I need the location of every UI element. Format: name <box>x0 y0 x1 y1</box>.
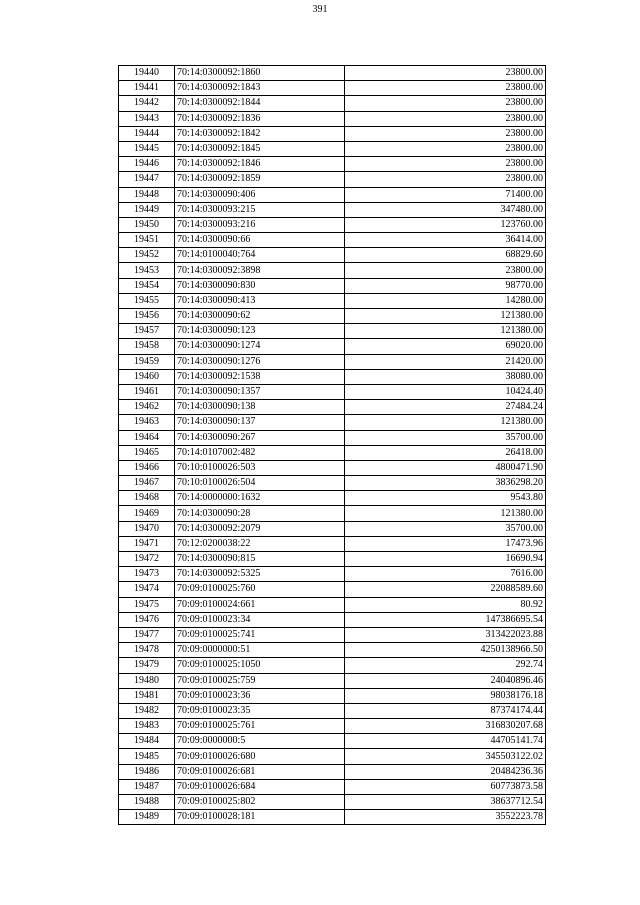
row-number-cell: 19446 <box>119 157 175 172</box>
value-cell: 121380.00 <box>345 415 546 430</box>
cadastral-number-cell: 70:14:0300090:138 <box>175 400 345 415</box>
value-cell: 23800.00 <box>345 111 546 126</box>
cadastral-number-cell: 70:14:0300090:137 <box>175 415 345 430</box>
cadastral-number-cell: 70:14:0300093:215 <box>175 202 345 217</box>
cadastral-number-cell: 70:14:0300090:1276 <box>175 354 345 369</box>
row-number-cell: 19456 <box>119 309 175 324</box>
row-number-cell: 19448 <box>119 187 175 202</box>
value-cell: 68829.60 <box>345 248 546 263</box>
value-cell: 80.92 <box>345 597 546 612</box>
table-row <box>119 369 546 384</box>
row-number-cell: 19450 <box>119 217 175 232</box>
value-cell: 98038176.18 <box>345 688 546 703</box>
row-number-cell: 19445 <box>119 141 175 156</box>
row-number-cell: 19480 <box>119 673 175 688</box>
value-cell: 23800.00 <box>345 172 546 187</box>
value-cell: 4250138966.50 <box>345 643 546 658</box>
row-number-cell: 19489 <box>119 810 175 825</box>
value-cell: 121380.00 <box>345 506 546 521</box>
row-number-cell: 19442 <box>119 96 175 111</box>
table-row <box>119 582 546 597</box>
value-cell: 23800.00 <box>345 141 546 156</box>
cadastral-number-cell: 70:14:0300093:216 <box>175 217 345 232</box>
row-number-cell: 19458 <box>119 339 175 354</box>
table-row <box>119 445 546 460</box>
table-row <box>119 217 546 232</box>
cadastral-number-cell: 70:09:0100028:181 <box>175 810 345 825</box>
cadastral-number-cell: 70:14:0300092:1842 <box>175 126 345 141</box>
value-cell: 10424.40 <box>345 384 546 399</box>
cadastral-number-cell: 70:12:0200038:22 <box>175 536 345 551</box>
value-cell: 87374174.44 <box>345 703 546 718</box>
table-row <box>119 688 546 703</box>
table-body <box>119 66 546 825</box>
row-number-cell: 19444 <box>119 126 175 141</box>
table-row <box>119 764 546 779</box>
row-number-cell: 19464 <box>119 430 175 445</box>
table-row <box>119 476 546 491</box>
table-row <box>119 460 546 475</box>
value-cell: 17473.96 <box>345 536 546 551</box>
row-number-cell: 19485 <box>119 749 175 764</box>
cadastral-number-cell: 70:14:0300090:267 <box>175 430 345 445</box>
cadastral-number-cell: 70:14:0300090:28 <box>175 506 345 521</box>
value-cell: 22088589.60 <box>345 582 546 597</box>
cadastral-value-table <box>118 65 546 825</box>
row-number-cell: 19470 <box>119 521 175 536</box>
cadastral-number-cell: 70:09:0100023:36 <box>175 688 345 703</box>
table-row <box>119 536 546 551</box>
cadastral-number-cell: 70:14:0100040:764 <box>175 248 345 263</box>
value-cell: 123760.00 <box>345 217 546 232</box>
table-row <box>119 187 546 202</box>
table-row <box>119 263 546 278</box>
table-row <box>119 400 546 415</box>
value-cell: 292.74 <box>345 658 546 673</box>
table-row <box>119 202 546 217</box>
table-row <box>119 491 546 506</box>
table-row <box>119 612 546 627</box>
table-row <box>119 779 546 794</box>
cadastral-number-cell: 70:09:0100026:681 <box>175 764 345 779</box>
table-row <box>119 521 546 536</box>
row-number-cell: 19459 <box>119 354 175 369</box>
row-number-cell: 19454 <box>119 278 175 293</box>
value-cell: 121380.00 <box>345 324 546 339</box>
value-cell: 147386695.54 <box>345 612 546 627</box>
row-number-cell: 19473 <box>119 567 175 582</box>
value-cell: 23800.00 <box>345 126 546 141</box>
cadastral-number-cell: 70:14:0300092:1836 <box>175 111 345 126</box>
cadastral-number-cell: 70:14:0300092:1859 <box>175 172 345 187</box>
value-cell: 98770.00 <box>345 278 546 293</box>
cadastral-number-cell: 70:09:0000000:5 <box>175 734 345 749</box>
cadastral-number-cell: 70:14:0300090:1274 <box>175 339 345 354</box>
table-row <box>119 597 546 612</box>
row-number-cell: 19478 <box>119 643 175 658</box>
cadastral-number-cell: 70:14:0300090:62 <box>175 309 345 324</box>
cadastral-number-cell: 70:14:0300092:1846 <box>175 157 345 172</box>
table-row <box>119 810 546 825</box>
cadastral-number-cell: 70:09:0100025:741 <box>175 627 345 642</box>
row-number-cell: 19471 <box>119 536 175 551</box>
row-number-cell: 19457 <box>119 324 175 339</box>
value-cell: 23800.00 <box>345 157 546 172</box>
table-row <box>119 749 546 764</box>
table-row <box>119 415 546 430</box>
value-cell: 9543.80 <box>345 491 546 506</box>
table-row <box>119 734 546 749</box>
row-number-cell: 19484 <box>119 734 175 749</box>
cadastral-number-cell: 70:14:0300092:1538 <box>175 369 345 384</box>
row-number-cell: 19453 <box>119 263 175 278</box>
row-number-cell: 19476 <box>119 612 175 627</box>
cadastral-number-cell: 70:14:0300092:1843 <box>175 81 345 96</box>
table-row <box>119 673 546 688</box>
value-cell: 345503122.02 <box>345 749 546 764</box>
row-number-cell: 19465 <box>119 445 175 460</box>
row-number-cell: 19477 <box>119 627 175 642</box>
cadastral-number-cell: 70:09:0100025:1050 <box>175 658 345 673</box>
row-number-cell: 19479 <box>119 658 175 673</box>
cadastral-number-cell: 70:09:0100023:35 <box>175 703 345 718</box>
value-cell: 26418.00 <box>345 445 546 460</box>
cadastral-number-cell: 70:09:0100025:759 <box>175 673 345 688</box>
table-row <box>119 278 546 293</box>
table-row <box>119 719 546 734</box>
row-number-cell: 19472 <box>119 552 175 567</box>
row-number-cell: 19463 <box>119 415 175 430</box>
row-number-cell: 19483 <box>119 719 175 734</box>
table-row <box>119 703 546 718</box>
row-number-cell: 19461 <box>119 384 175 399</box>
value-cell: 23800.00 <box>345 66 546 81</box>
row-number-cell: 19455 <box>119 293 175 308</box>
value-cell: 71400.00 <box>345 187 546 202</box>
table-row <box>119 658 546 673</box>
cadastral-number-cell: 70:09:0000000:51 <box>175 643 345 658</box>
cadastral-number-cell: 70:09:0100026:680 <box>175 749 345 764</box>
table-row <box>119 552 546 567</box>
value-cell: 3552223.78 <box>345 810 546 825</box>
value-cell: 3836298.20 <box>345 476 546 491</box>
table-row <box>119 111 546 126</box>
table-row <box>119 430 546 445</box>
row-number-cell: 19469 <box>119 506 175 521</box>
table-row <box>119 627 546 642</box>
value-cell: 316830207.68 <box>345 719 546 734</box>
table-row <box>119 233 546 248</box>
value-cell: 36414.00 <box>345 233 546 248</box>
value-cell: 23800.00 <box>345 263 546 278</box>
row-number-cell: 19443 <box>119 111 175 126</box>
cadastral-number-cell: 70:14:0300090:1357 <box>175 384 345 399</box>
cadastral-number-cell: 70:14:0000000:1632 <box>175 491 345 506</box>
value-cell: 347480.00 <box>345 202 546 217</box>
row-number-cell: 19440 <box>119 66 175 81</box>
table-row <box>119 384 546 399</box>
row-number-cell: 19460 <box>119 369 175 384</box>
table-row <box>119 293 546 308</box>
cadastral-number-cell: 70:09:0100024:661 <box>175 597 345 612</box>
table-row <box>119 324 546 339</box>
value-cell: 69020.00 <box>345 339 546 354</box>
row-number-cell: 19488 <box>119 795 175 810</box>
table-row <box>119 66 546 81</box>
cadastral-number-cell: 70:14:0300090:406 <box>175 187 345 202</box>
row-number-cell: 19486 <box>119 764 175 779</box>
cadastral-number-cell: 70:14:0300092:1845 <box>175 141 345 156</box>
value-cell: 20484236.36 <box>345 764 546 779</box>
cadastral-number-cell: 70:09:0100025:761 <box>175 719 345 734</box>
row-number-cell: 19487 <box>119 779 175 794</box>
table-row <box>119 81 546 96</box>
table-row <box>119 172 546 187</box>
cadastral-number-cell: 70:14:0300090:66 <box>175 233 345 248</box>
table-row <box>119 96 546 111</box>
table-row <box>119 126 546 141</box>
value-cell: 14280.00 <box>345 293 546 308</box>
cadastral-number-cell: 70:10:0100026:504 <box>175 476 345 491</box>
value-cell: 24040896.46 <box>345 673 546 688</box>
row-number-cell: 19481 <box>119 688 175 703</box>
value-cell: 313422023.88 <box>345 627 546 642</box>
cadastral-number-cell: 70:14:0107002:482 <box>175 445 345 460</box>
cadastral-number-cell: 70:10:0100026:503 <box>175 460 345 475</box>
value-cell: 23800.00 <box>345 96 546 111</box>
table-row <box>119 141 546 156</box>
value-cell: 38637712.54 <box>345 795 546 810</box>
cadastral-number-cell: 70:09:0100026:684 <box>175 779 345 794</box>
table-row <box>119 248 546 263</box>
cadastral-number-cell: 70:14:0300090:123 <box>175 324 345 339</box>
cadastral-number-cell: 70:09:0100025:760 <box>175 582 345 597</box>
row-number-cell: 19462 <box>119 400 175 415</box>
row-number-cell: 19447 <box>119 172 175 187</box>
table-row <box>119 309 546 324</box>
cadastral-number-cell: 70:14:0300092:3898 <box>175 263 345 278</box>
table-row <box>119 795 546 810</box>
table-row <box>119 339 546 354</box>
row-number-cell: 19449 <box>119 202 175 217</box>
table-row <box>119 354 546 369</box>
table-row <box>119 567 546 582</box>
value-cell: 60773873.58 <box>345 779 546 794</box>
cadastral-number-cell: 70:14:0300090:413 <box>175 293 345 308</box>
table-row <box>119 506 546 521</box>
cadastral-number-cell: 70:09:0100023:34 <box>175 612 345 627</box>
row-number-cell: 19468 <box>119 491 175 506</box>
value-cell: 27484.24 <box>345 400 546 415</box>
value-cell: 4800471.90 <box>345 460 546 475</box>
row-number-cell: 19475 <box>119 597 175 612</box>
row-number-cell: 19467 <box>119 476 175 491</box>
row-number-cell: 19474 <box>119 582 175 597</box>
row-number-cell: 19482 <box>119 703 175 718</box>
cadastral-number-cell: 70:14:0300090:815 <box>175 552 345 567</box>
value-cell: 35700.00 <box>345 521 546 536</box>
value-cell: 21420.00 <box>345 354 546 369</box>
value-cell: 7616.00 <box>345 567 546 582</box>
row-number-cell: 19466 <box>119 460 175 475</box>
cadastral-number-cell: 70:14:0300092:5325 <box>175 567 345 582</box>
cadastral-number-cell: 70:14:0300092:2079 <box>175 521 345 536</box>
cadastral-number-cell: 70:14:0300092:1860 <box>175 66 345 81</box>
value-cell: 23800.00 <box>345 81 546 96</box>
page-number: 391 <box>312 4 328 15</box>
cadastral-number-cell: 70:14:0300092:1844 <box>175 96 345 111</box>
row-number-cell: 19441 <box>119 81 175 96</box>
cadastral-number-cell: 70:09:0100025:802 <box>175 795 345 810</box>
value-cell: 35700.00 <box>345 430 546 445</box>
value-cell: 16690.94 <box>345 552 546 567</box>
cadastral-number-cell: 70:14:0300090:830 <box>175 278 345 293</box>
row-number-cell: 19451 <box>119 233 175 248</box>
table-row <box>119 643 546 658</box>
value-cell: 121380.00 <box>345 309 546 324</box>
table-row <box>119 157 546 172</box>
value-cell: 38080.00 <box>345 369 546 384</box>
value-cell: 44705141.74 <box>345 734 546 749</box>
row-number-cell: 19452 <box>119 248 175 263</box>
